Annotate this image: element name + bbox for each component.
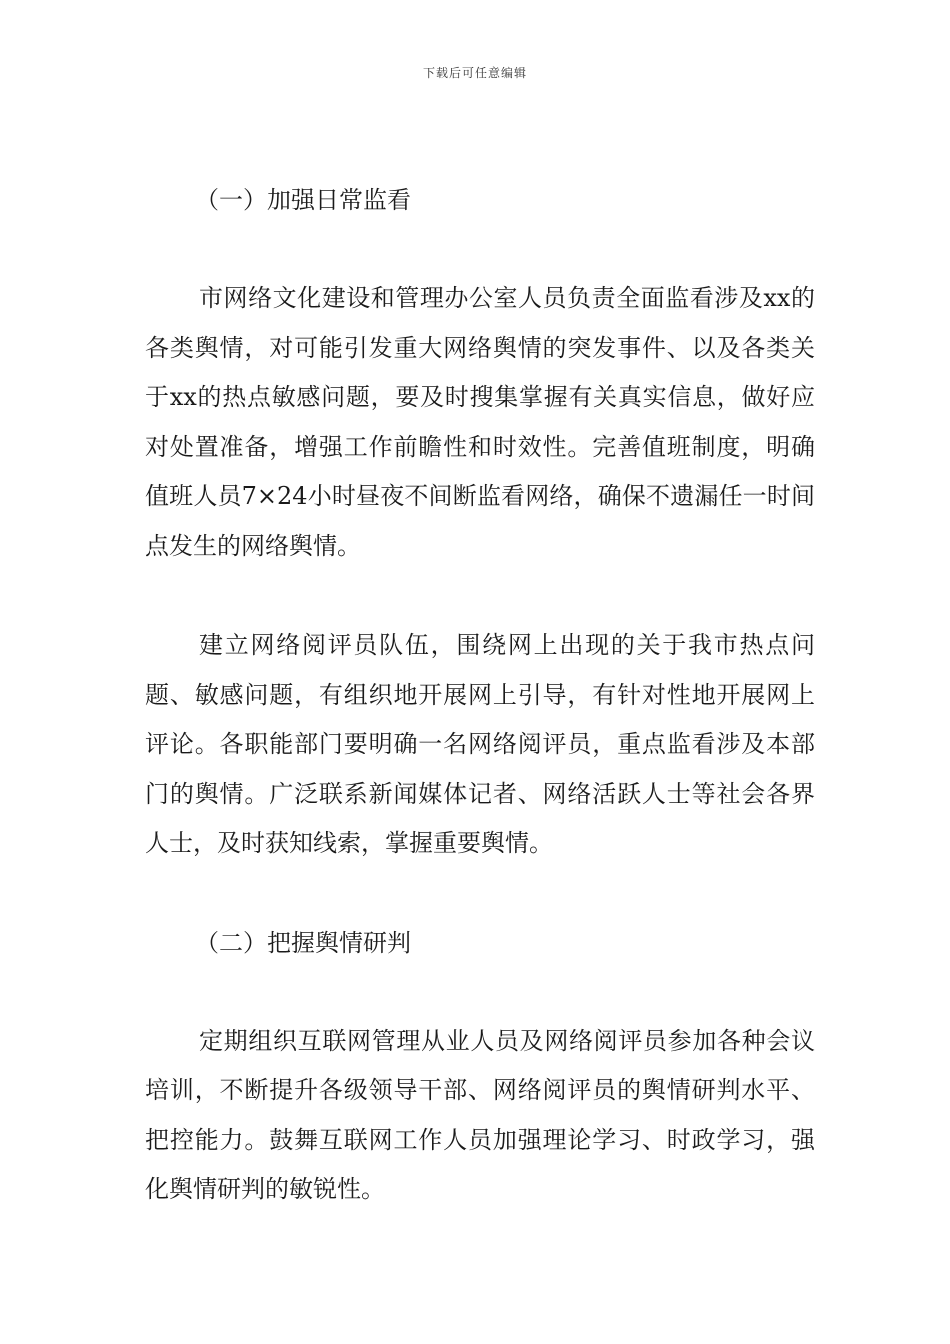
paragraph-commentator-team: 建立网络阅评员队伍，围绕网上出现的关于我市热点问题、敏感问题，有组织地开展网上引导，有针对性地开展网上评论。各职能部门要明确一名网络阅评员，重点监看涉及本部门的舆情。广泛联系新闻媒体记者、网络活跃人士等社会各界人士，及时获知线索，掌握重要舆情。 — [145, 631, 815, 857]
section-heading-2: （二）把握舆情研判 — [195, 928, 411, 957]
section-heading-1: （一）加强日常监看 — [195, 186, 411, 214]
paragraph-daily-monitoring: 市网络文化建设和管理办公室人员负责全面监看涉及xx的各类舆情，对可能引发重大网络舆情的突发事件、以及各类关于xx的热点敏感问题，要及时搜集掌握有关真实信息，做好应对处置准备，增强工作前瞻性和时效性。完善值班制度，明确值班人员7×24小时昼夜不间断监看网络，确保不遗漏任一时间点发生的网络舆情。 — [145, 284, 815, 560]
page-header-note: 下载后可任意编辑 — [422, 66, 527, 80]
document-body — [145, 176, 815, 1215]
paragraph-training: 定期组织互联网管理从业人员及网络阅评员参加各种会议培训，不断提升各级领导干部、网络阅评员的舆情研判水平、把控能力。鼓舞互联网工作人员加强理论学习、时政学习，强化舆情研判的敏锐性。 — [145, 1026, 815, 1203]
